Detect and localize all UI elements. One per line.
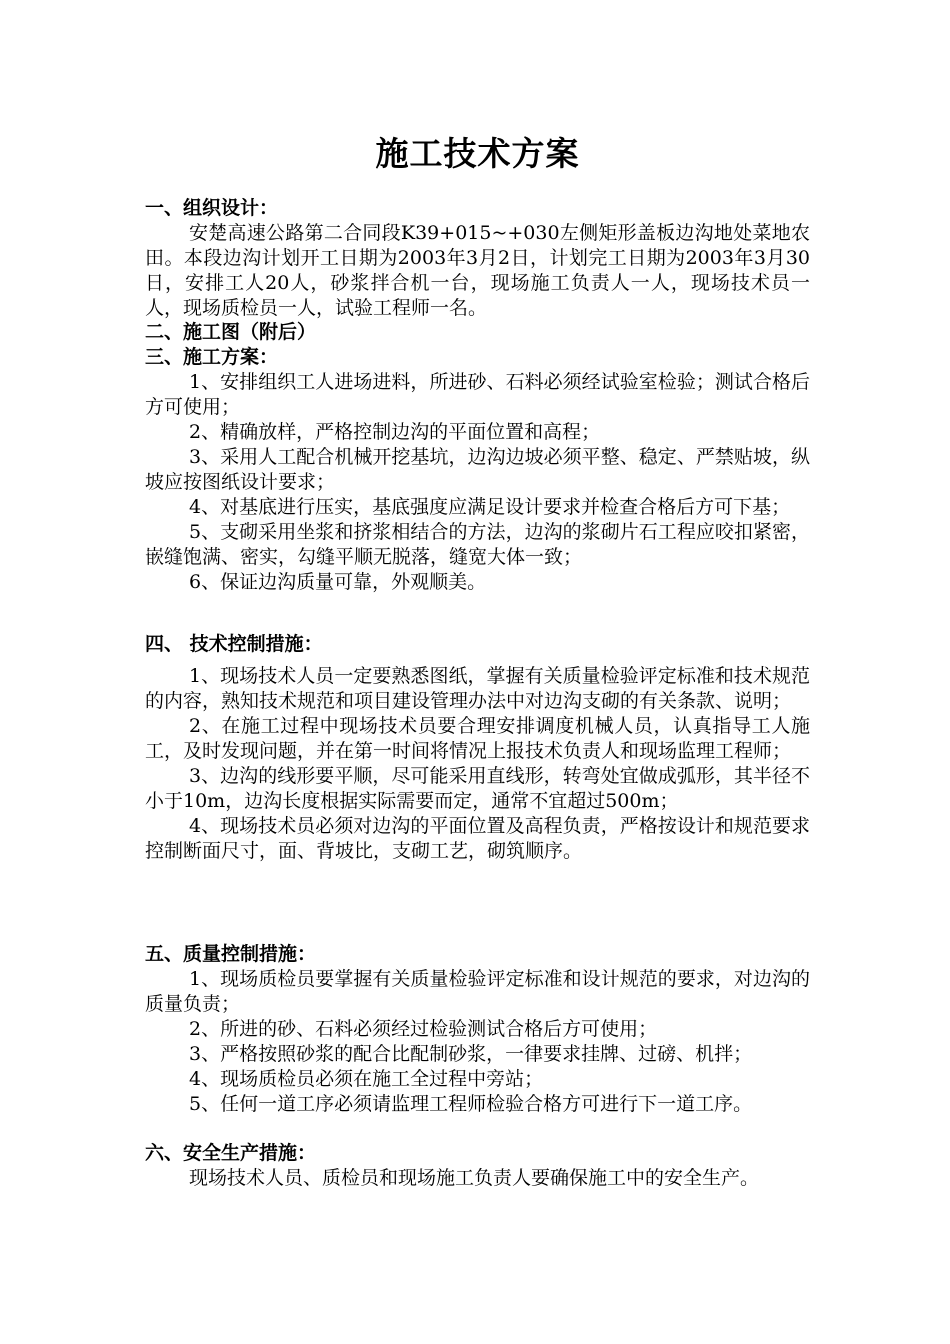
section-heading: 四、 技术控制措施： bbox=[145, 633, 323, 655]
document-title: 施工技术方案 bbox=[375, 134, 580, 173]
section-organization bbox=[145, 196, 810, 321]
section-technical-control bbox=[145, 632, 810, 864]
paragraph: 安楚高速公路第二合同段K39+015~+030左侧矩形盖板边沟地处菜地农田。本段边沟计划开工日期为2003年3月2日，计划完工日期为2003年3月30日，安排工人20人，砂浆拌合机一台，现场施工负责人一人，现场技术员一人，现场质检员一人，试验工程师一名。 bbox=[145, 222, 810, 319]
section-heading: 一、组织设计： bbox=[145, 197, 279, 219]
paragraph: 6、保证边沟质量可靠，外观顺美。 bbox=[189, 571, 487, 593]
paragraph: 4、对基底进行压实，基底强度应满足设计要求并检查合格后方可下基； bbox=[189, 496, 791, 518]
paragraph: 4、现场技术员必须对边沟的平面位置及高程负责，严格按设计和规范要求控制断面尺寸，面、背坡比，支砌工艺，砌筑顺序。 bbox=[145, 815, 810, 862]
section-safety bbox=[145, 1141, 810, 1191]
paragraph: 5、支砌采用坐浆和挤浆相结合的方法，边沟的浆砌片石工程应咬扣紧密，嵌缝饱满、密实，勾缝平顺无脱落，缝宽大体一致； bbox=[145, 521, 810, 568]
paragraph: 2、所进的砂、石料必须经过检验测试合格后方可使用； bbox=[189, 1018, 658, 1040]
section-quality-control bbox=[145, 942, 810, 1117]
paragraph: 5、任何一道工序必须请监理工程师检验合格方可进行下一道工序。 bbox=[189, 1093, 753, 1115]
section-heading: 三、施工方案： bbox=[145, 346, 279, 368]
paragraph: 1、现场技术人员一定要熟悉图纸，掌握有关质量检验评定标准和技术规范的内容，熟知技术规范和项目建设管理办法中对边沟支砌的有关条款、说明； bbox=[145, 665, 810, 712]
section-heading: 二、施工图（附后） bbox=[145, 321, 317, 343]
section-heading: 六、安全生产措施： bbox=[145, 1142, 317, 1164]
section-heading: 五、质量控制措施： bbox=[145, 943, 317, 965]
paragraph: 3、严格按照砂浆的配合比配制砂浆，一律要求挂牌、过磅、机拌； bbox=[189, 1043, 753, 1065]
paragraph: 3、采用人工配合机械开挖基坑，边沟边坡必须平整、稳定、严禁贴坡，纵坡应按图纸设计要求； bbox=[145, 446, 810, 493]
paragraph: 1、安排组织工人进场进料，所进砂、石料必须经试验室检验；测试合格后方可使用； bbox=[145, 371, 810, 418]
paragraph: 现场技术人员、质检员和现场施工负责人要确保施工中的安全生产。 bbox=[189, 1167, 760, 1189]
paragraph: 4、现场质检员必须在施工全过程中旁站； bbox=[189, 1068, 544, 1090]
paragraph: 2、在施工过程中现场技术员要合理安排调度机械人员，认真指导工人施工，及时发现问题，并在第一时间将情况上报技术负责人和现场监理工程师； bbox=[145, 715, 810, 762]
section-drawings bbox=[145, 320, 810, 345]
paragraph: 2、精确放样，严格控制边沟的平面位置和高程； bbox=[189, 421, 601, 443]
paragraph: 1、现场质检员要掌握有关质量检验评定标准和设计规范的要求，对边沟的质量负责； bbox=[145, 968, 810, 1015]
paragraph: 3、边沟的线形要平顺，尽可能采用直线形，转弯处宜做成弧形，其半径不小于10m，边沟长度根据实际需要而定，通常不宜超过500m； bbox=[145, 765, 810, 812]
section-construction-plan bbox=[145, 345, 810, 595]
